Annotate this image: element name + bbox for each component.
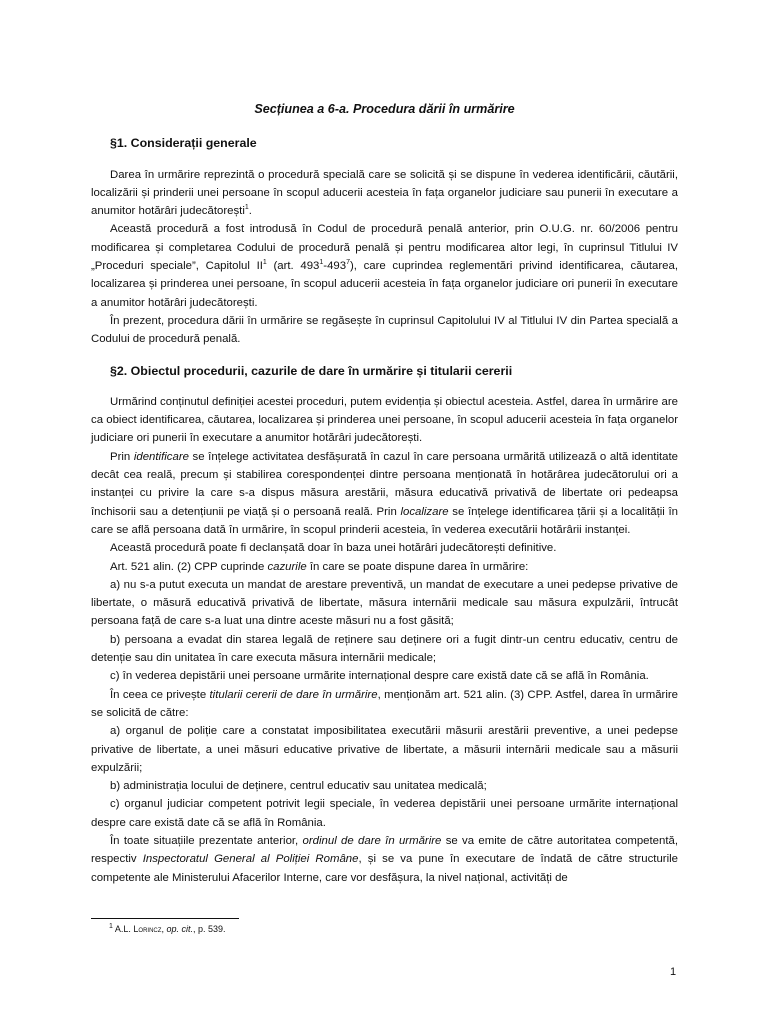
heading-considerations: §1. Considerații generale [110,136,257,151]
paragraph: Această procedură a fost introdusă în Codul de procedură penală anterior, prin O.U.G. nr. 60/2006 pentru modificarea și completarea Codului de procedură penală și pentru modificarea altor legi, în cuprinsul Titlului IV „Proceduri speciale”, Capitolul $II^1$ (art. $493^1-493^7$), care cuprindea reglementări privind identificarea, căutarea, localizarea și prinderea unei persoane, în scopul aducerii acesteia în fața organelor judiciare ori punerii în executare a anumitor hotărâri judecătorești. [91,223,678,309]
footnote-ref[interactable]: 1 [244,204,249,212]
paragraph: În ceea ce privește titularii cererii de dare în urmărire, menționăm art. 521 alin. (3) CPP. Astfel, darea în urmărire se solicită de către: [91,688,679,719]
paragraph: Urmărind conținutul definiției acestei proceduri, putem evidenția și obiectul acesteia. Astfel, darea în urmărire are ca obiect identificarea, căutarea, localizarea și prinderea unei persoane, în scopul aducerii acesteia în fața organelor judiciare ori punerii în executare a anumitor hotărâri judecătorești. [91,395,678,445]
page-number: 1 [670,966,677,978]
list-item: b) persoana a evadat din starea legală de reținere sau deținere ori a fugit dintr-un centru educativ, centru de detenție sau din unitatea în care executa măsura internării medicale; [91,633,678,665]
paragraph: În toate situațiile prezentate anterior, ordinul de dare în urmărire se va emite de către autoritatea competentă, respectiv Inspectoratul General al Poliției Române, și se va pune în executare de îndată de către structurile competente ale Ministerului Afacerilor Interne, care vor desfășura, la nivel național, activități de [91,834,678,884]
paragraph: Art. 521 alin. (2) CPP cuprinde cazurile în care se poate dispune darea în urmărire: [110,560,529,573]
paragraph: În prezent, procedura dării în urmărire se regăsește în cuprinsul Capitolului IV al Titlului IV din Partea specială a Codului de procedură penală. [91,314,678,346]
body-text [91,100,678,887]
list-item: c) organul judiciar competent potrivit legii speciale, în vederea depistării unei persoane urmărite internațional despre care există date că se află în România. [91,798,678,829]
footnote-divider [91,918,239,919]
list-item: a) nu s-a putut executa un mandat de arestare preventivă, un mandat de executare a unei pedepse privative de libertate, o măsură educativă privativă de libertate, măsura internării medicale sau măsura expulzării, întrucât persoana față de care s-a luat una dintre aceste măsuri nu a fost găsită; [91,578,678,628]
list-item: b) administrația locului de deținere, centrul educativ sau unitatea medicală; [110,780,487,793]
heading-object: §2. Obiectul procedurii, cazurile de dare în urmărire și titularii cererii [110,363,513,378]
list-item: c) în vederea depistării unei persoane urmărite internațional despre care există date că se află în România. [110,670,649,683]
paragraph: Această procedură poate fi declanșată doar în baza unei hotărâri judecătorești definitive. [110,542,557,555]
section-title: Secțiunea a 6-a. Procedura dării în urmărire [254,102,515,116]
footnote: $^1$ A.L. Lorincz, op. cit., p. 539. [109,923,226,934]
paragraph: Prin identificare se înțelege activitatea desfășurată în cazul în care persoana urmărită utilizează o altă identitate decât cea reală, precum și stabilirea corespondenței dintre persoana menționată în hotărârea judecătorului ori a instanței cu privire la care s-a dispus măsura arestării, măsura educativă privativă de libertate ori pedeapsa închisorii sau a detențiunii pe viață și o persoană reală. Prin localizare se înțelege identificarea țării și a localității în care se află persoana dată în urmărire, în scopul prinderii acesteia, în vederea executării hotărârii instanței. [91,450,679,536]
list-item: a) organul de poliție care a constatat imposibilitatea executării măsurii arestării preventive, a unei pedepse privative de libertate, a unei măsuri educative privative de libertate, a măsurii internării medicale sau a măsurii expulzării; [91,725,678,774]
paragraph: Darea în urmărire reprezintă o procedură specială care se solicită și se dispune în vederea identificării, căutării, localizării și prinderii unei persoane în scopul aducerii acesteia în fața organelor judiciare sau punerii în executare a anumitor hotărâri judecătorești$^1$. [91,168,678,218]
